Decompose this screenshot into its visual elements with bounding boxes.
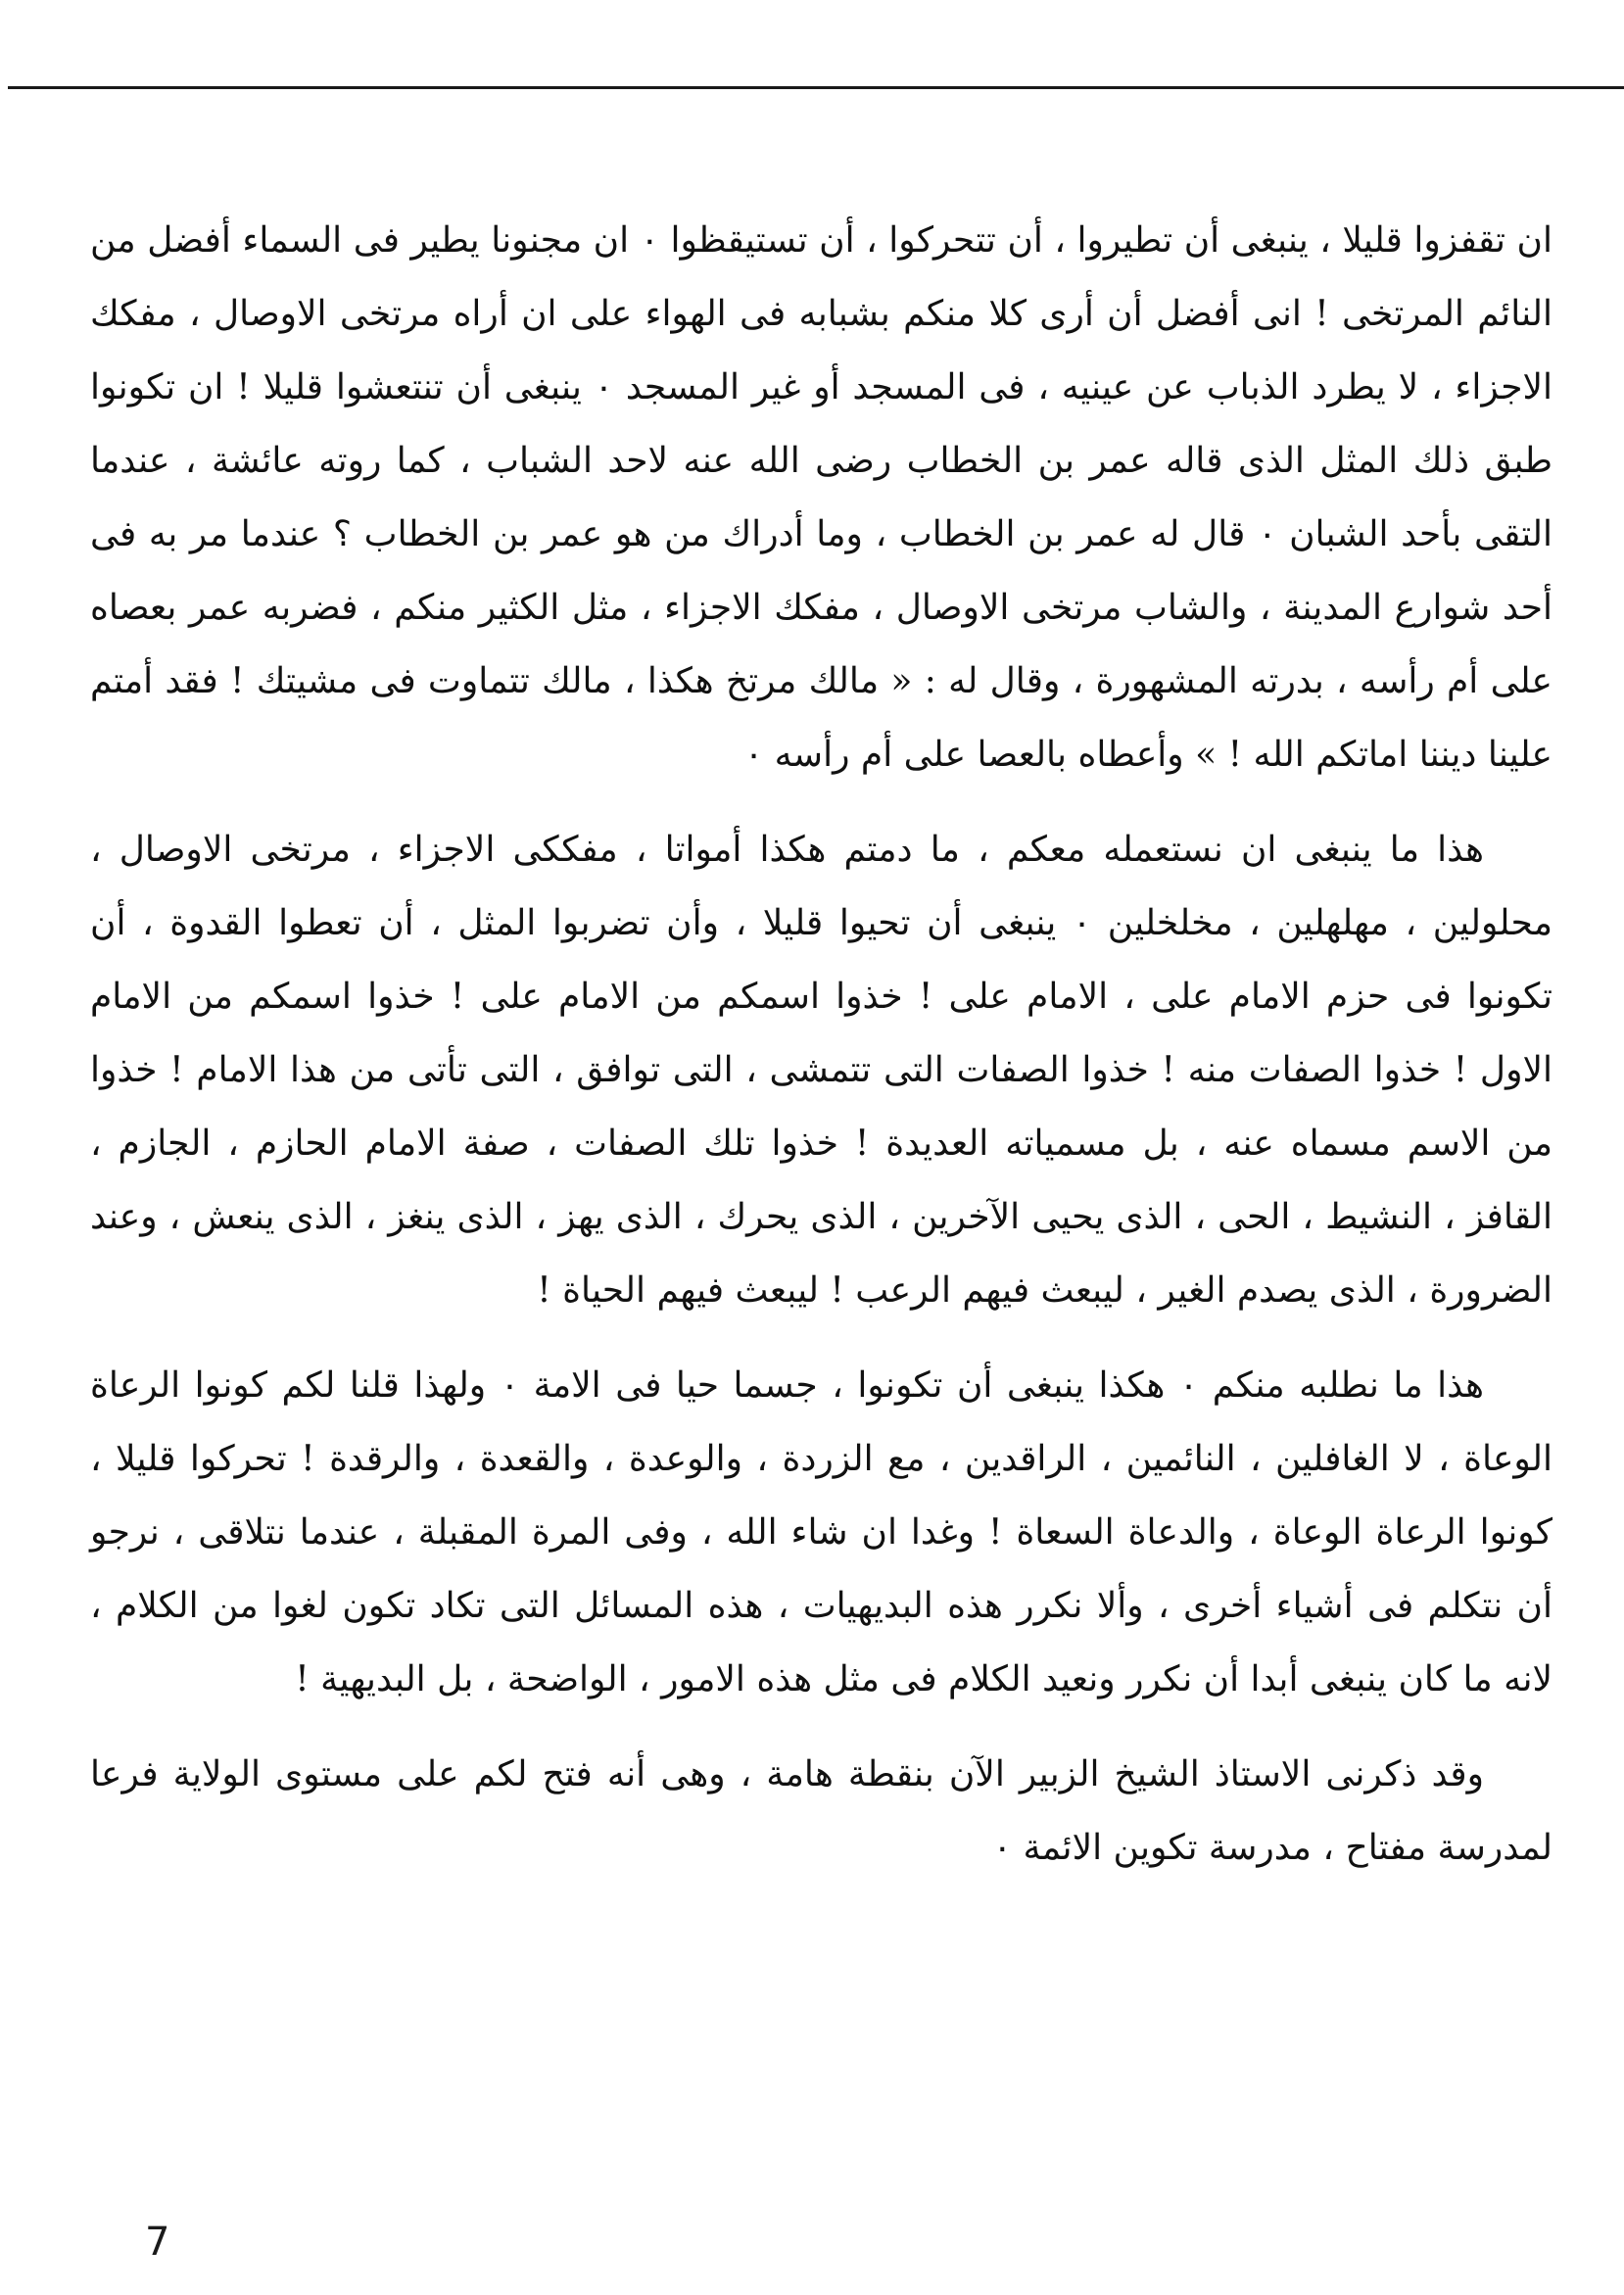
header-rule [8,86,1624,89]
paragraph-4: وقد ذكرنى الاستاذ الشيخ الزبير الآن بنقطة هامة ، وهى أنه فتح لكم على مستوى الولاية فرعا لمدرسة مفتاح ، مدرسة تكوين الائمة ٠ [90,1754,1552,1868]
paragraph-1: ان تقفزوا قليلا ، ينبغى أن تطيروا ، أن تتحركوا ، أن تستيقظوا ٠ ان مجنونا يطير فى السماء أفضل من النائم المرتخى ! انى أفضل أن أرى كلا منكم بشبابه فى الهواء على ان أراه مرتخى الاوصال ، مفكك الاجزاء ، لا يطرد الذباب عن عينيه ، فى المسجد أو غير المسجد ٠ ينبغى أن تنتعشوا قليلا ! ان تكونوا طبق ذلك المثل الذى قاله عمر بن الخطاب رضى الله عنه لاحد الشباب ، كما روته عائشة ، عندما التقى بأحد الشبان ٠ قال له عمر بن الخطاب ، وما أدراك من هو عمر بن الخطاب ؟ عندما مر به فى أحد شوارع المدينة ، والشاب مرتخى الاوصال ، مفكك الاجزاء ، مثل الكثير منكم ، فضربه عمر بعصاه على أم رأسه ، بدرته المشهورة ، وقال له : « مالك مرتخ هكذا ، مالك تتماوت فى مشيتك ! فقد أمتم علينا ديننا اماتكم الله ! » وأعطاه بالعصا على أم رأسه ٠ [90,220,1553,775]
paragraph-3: هذا ما نطلبه منكم ٠ هكذا ينبغى أن تكونوا ، جسما حيا فى الامة ٠ ولهذا قلنا لكم كونوا الرعاة الوعاة ، لا الغافلين ، النائمين ، الراقدين ، مع الزردة ، والوعدة ، والقعدة ، والرقدة ! تحركوا قليلا ، كونوا الرعاة الوعاة ، والدعاة السعاة ! وغدا ان شاء الله ، وفى المرة المقبلة ، عندما نتلاقى ، نرجو أن نتكلم فى أشياء أخرى ، وألا نكرر هذه البديهيات ، هذه المسائل التى تكاد تكون لغوا من الكلام ، لانه ما كان ينبغى أبدا أن نكرر ونعيد الكلام فى مثل هذه الامور ، الواضحة ، بل البديهية ! [90,1365,1552,1699]
paragraph-2: هذا ما ينبغى ان نستعمله معكم ، ما دمتم هكذا أمواتا ، مفككى الاجزاء ، مرتخى الاوصال ، محلولين ، مهلهلين ، مخلخلين ٠ ينبغى أن تحيوا قليلا ، وأن تضربوا المثل ، أن تعطوا القدوة ، أن تكونوا فى حزم الامام على ، الامام على ! خذوا اسمكم من الامام على ! خذوا اسمكم من الامام الاول ! خذوا الصفات منه ! خذوا الصفات التى تتمشى ، التى توافق ، التى تأتى من هذا الامام ! خذوا من الاسم مسماه عنه ، بل مسمياته العديدة ! خذوا تلك الصفات ، صفة الامام الحازم ، الجازم ، القافز ، النشيط ، الحى ، الذى يحيى الآخرين ، الذى يحرك ، الذى يهز ، الذى ينغز ، الذى ينعش ، وعند الضرورة ، الذى يصدم الغير ، ليبعث فيهم الرعب ! ليبعث فيهم الحياة ! [90,830,1552,1311]
page-number: 7 [145,2220,170,2265]
body-text [90,204,1552,1885]
